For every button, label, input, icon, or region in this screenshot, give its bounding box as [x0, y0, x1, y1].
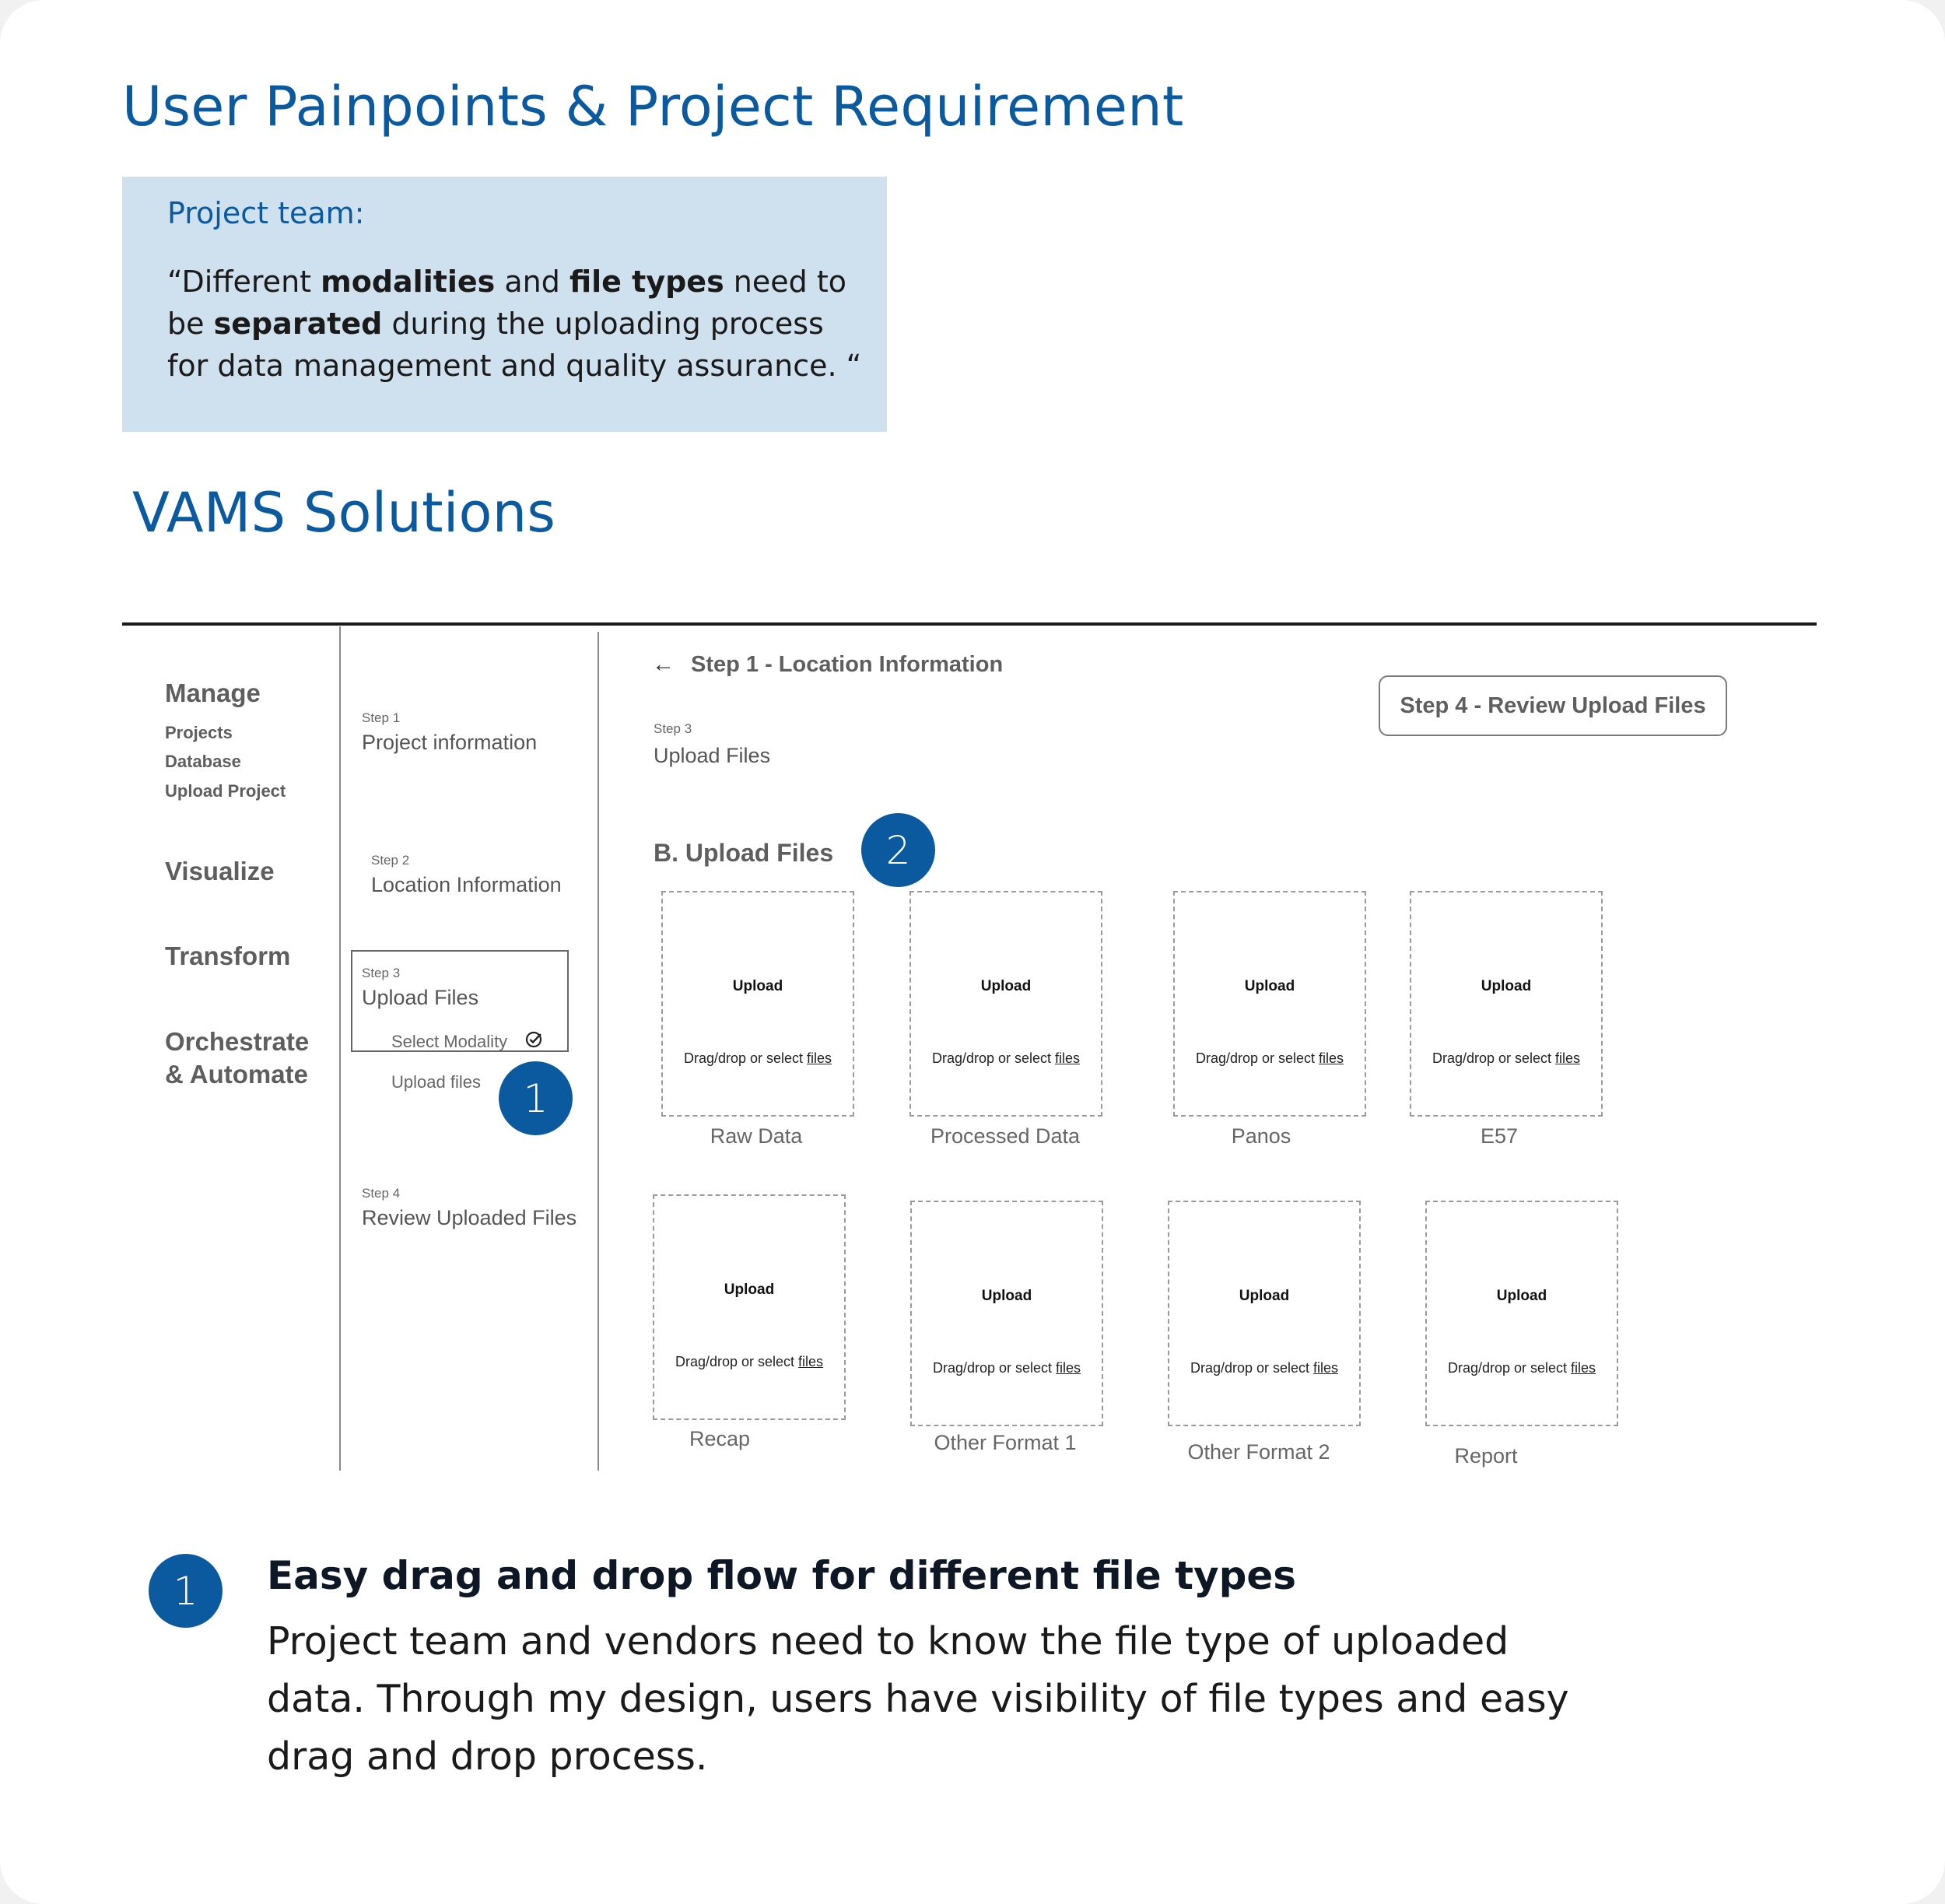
upload-category-label: Other Format 2	[1187, 1440, 1330, 1464]
nav-manage[interactable]: Manage	[165, 678, 261, 707]
select-files-link[interactable]: files	[1555, 1050, 1581, 1066]
step1-label[interactable]: Project information	[362, 731, 538, 754]
upload-hint-text: Drag/drop or select	[932, 1360, 1057, 1376]
nav-divider	[339, 626, 341, 1471]
upload-section-title: B. Upload Files	[654, 839, 834, 867]
upload-hint-text: Drag/drop or select	[1447, 1360, 1572, 1376]
upload-hint-text: Drag/drop or select	[1190, 1360, 1314, 1376]
upload-dropzone[interactable]	[910, 1201, 1103, 1426]
step3-box[interactable]	[351, 950, 569, 1052]
nav-projects[interactable]: Projects	[165, 723, 233, 742]
upload-category-label: Processed Data	[930, 1124, 1081, 1148]
upload-category-label: Recap	[689, 1427, 751, 1450]
upload-dropzone-hint	[1411, 1050, 1601, 1067]
steps-divider	[598, 632, 599, 1471]
upload-category-label: Raw Data	[710, 1124, 803, 1148]
select-files-link[interactable]: files	[1571, 1360, 1596, 1376]
upload-hint-text: Drag/drop or select	[675, 1354, 799, 1369]
step3-small: Step 3	[362, 966, 401, 980]
footer-title: Easy drag and drop flow for different file types	[267, 1553, 1297, 1598]
upload-dropzone-hint	[1169, 1360, 1359, 1376]
upload-dropzone[interactable]	[661, 891, 854, 1117]
back-step-label[interactable]: Step 1 - Location Information	[691, 652, 1004, 677]
upload-dropzone[interactable]	[909, 891, 1102, 1117]
upload-dropzone-title: Upload	[1239, 1288, 1290, 1304]
upload-category-label: E57	[1480, 1124, 1519, 1148]
step4-label[interactable]: Review Uploaded Files	[362, 1206, 577, 1229]
upload-dropzone-title: Upload	[732, 978, 783, 994]
select-modality-label[interactable]: Select Modality	[391, 1032, 508, 1051]
upload-hint-text: Drag/drop or select	[683, 1050, 808, 1066]
step3-label: Upload Files	[362, 986, 479, 1009]
quote-part: during the uploading process for data management and quality assurance. “	[167, 307, 862, 383]
upload-dropzone-hint	[912, 1360, 1102, 1376]
upload-dropzone-title: Upload	[1496, 1288, 1547, 1304]
upload-dropzone-hint	[663, 1050, 853, 1067]
select-files-link[interactable]: files	[1319, 1050, 1344, 1066]
main-step-small: Step 3	[654, 721, 692, 736]
select-files-link[interactable]: files	[1056, 1360, 1081, 1376]
upload-dropzone-title: Upload	[1481, 978, 1532, 994]
upload-dropzone[interactable]	[1410, 891, 1603, 1117]
quote-part: “Different	[167, 265, 321, 299]
check-circle-icon	[524, 1029, 545, 1050]
wireframe-top-rule	[122, 622, 1817, 626]
upload-hint-text: Drag/drop or select	[931, 1050, 1056, 1066]
upload-hint-text: Drag/drop or select	[1432, 1050, 1556, 1066]
upload-dropzone-hint	[911, 1050, 1101, 1067]
footer-body: Project team and vendors need to know the file type of uploaded data. Through my design, users have visibility of file types and easy drag and drop process.	[267, 1619, 1569, 1779]
select-files-link[interactable]: files	[807, 1050, 832, 1066]
back-arrow-icon[interactable]: ←	[652, 652, 675, 677]
nav-orchestrate[interactable]: Orchestrate	[165, 1027, 310, 1056]
upload-dropzone-title: Upload	[724, 1282, 775, 1298]
quote-label: Project team:	[167, 196, 365, 230]
upload-category-label: Report	[1454, 1444, 1518, 1467]
upload-dropzone-hint	[1175, 1050, 1365, 1067]
painpoints-heading: User Painpoints & Project Requirement	[122, 75, 1184, 139]
nav-automate[interactable]: & Automate	[165, 1060, 308, 1089]
footer-badge: 1	[149, 1554, 223, 1628]
select-files-link[interactable]: files	[1055, 1050, 1081, 1066]
select-files-link[interactable]: files	[798, 1354, 824, 1369]
main-step-label: Upload Files	[654, 744, 771, 767]
quote-box	[122, 177, 887, 432]
upload-category-label: Other Format 1	[934, 1431, 1077, 1454]
review-upload-files-button[interactable]: Step 4 - Review Upload Files	[1379, 675, 1727, 736]
upload-dropzone-hint	[654, 1354, 844, 1370]
quote-bold: file types	[569, 265, 724, 299]
upload-dropzone[interactable]	[653, 1194, 846, 1420]
badge-two: 2	[861, 813, 935, 887]
upload-dropzone-hint	[1427, 1360, 1617, 1376]
solutions-heading: VAMS Solutions	[132, 481, 556, 545]
nav-transform[interactable]: Transform	[165, 941, 291, 970]
step1-small: Step 1	[362, 710, 401, 725]
upload-dropzone[interactable]	[1173, 891, 1366, 1117]
nav-visualize[interactable]: Visualize	[165, 857, 275, 885]
quote-part: need to be	[167, 265, 846, 341]
quote-text	[167, 261, 867, 387]
nav-upload-project[interactable]: Upload Project	[165, 781, 286, 801]
step2-small: Step 2	[371, 853, 410, 868]
upload-dropzone-title: Upload	[980, 978, 1032, 994]
upload-dropzone-title: Upload	[1244, 978, 1295, 994]
upload-dropzone[interactable]	[1425, 1201, 1618, 1426]
quote-bold: modalities	[321, 265, 496, 299]
upload-files-substep[interactable]: Upload files	[391, 1072, 481, 1092]
step2-label[interactable]: Location Information	[371, 873, 562, 896]
select-files-link[interactable]: files	[1313, 1360, 1339, 1376]
quote-bold: separated	[213, 307, 383, 341]
upload-hint-text: Drag/drop or select	[1195, 1050, 1319, 1066]
step4-small: Step 4	[362, 1186, 401, 1201]
nav-database[interactable]: Database	[165, 752, 241, 771]
quote-part: and	[495, 265, 569, 299]
upload-category-label: Panos	[1231, 1124, 1291, 1148]
upload-dropzone-title: Upload	[981, 1288, 1032, 1304]
upload-dropzone[interactable]	[1168, 1201, 1361, 1426]
badge-one: 1	[499, 1061, 573, 1135]
